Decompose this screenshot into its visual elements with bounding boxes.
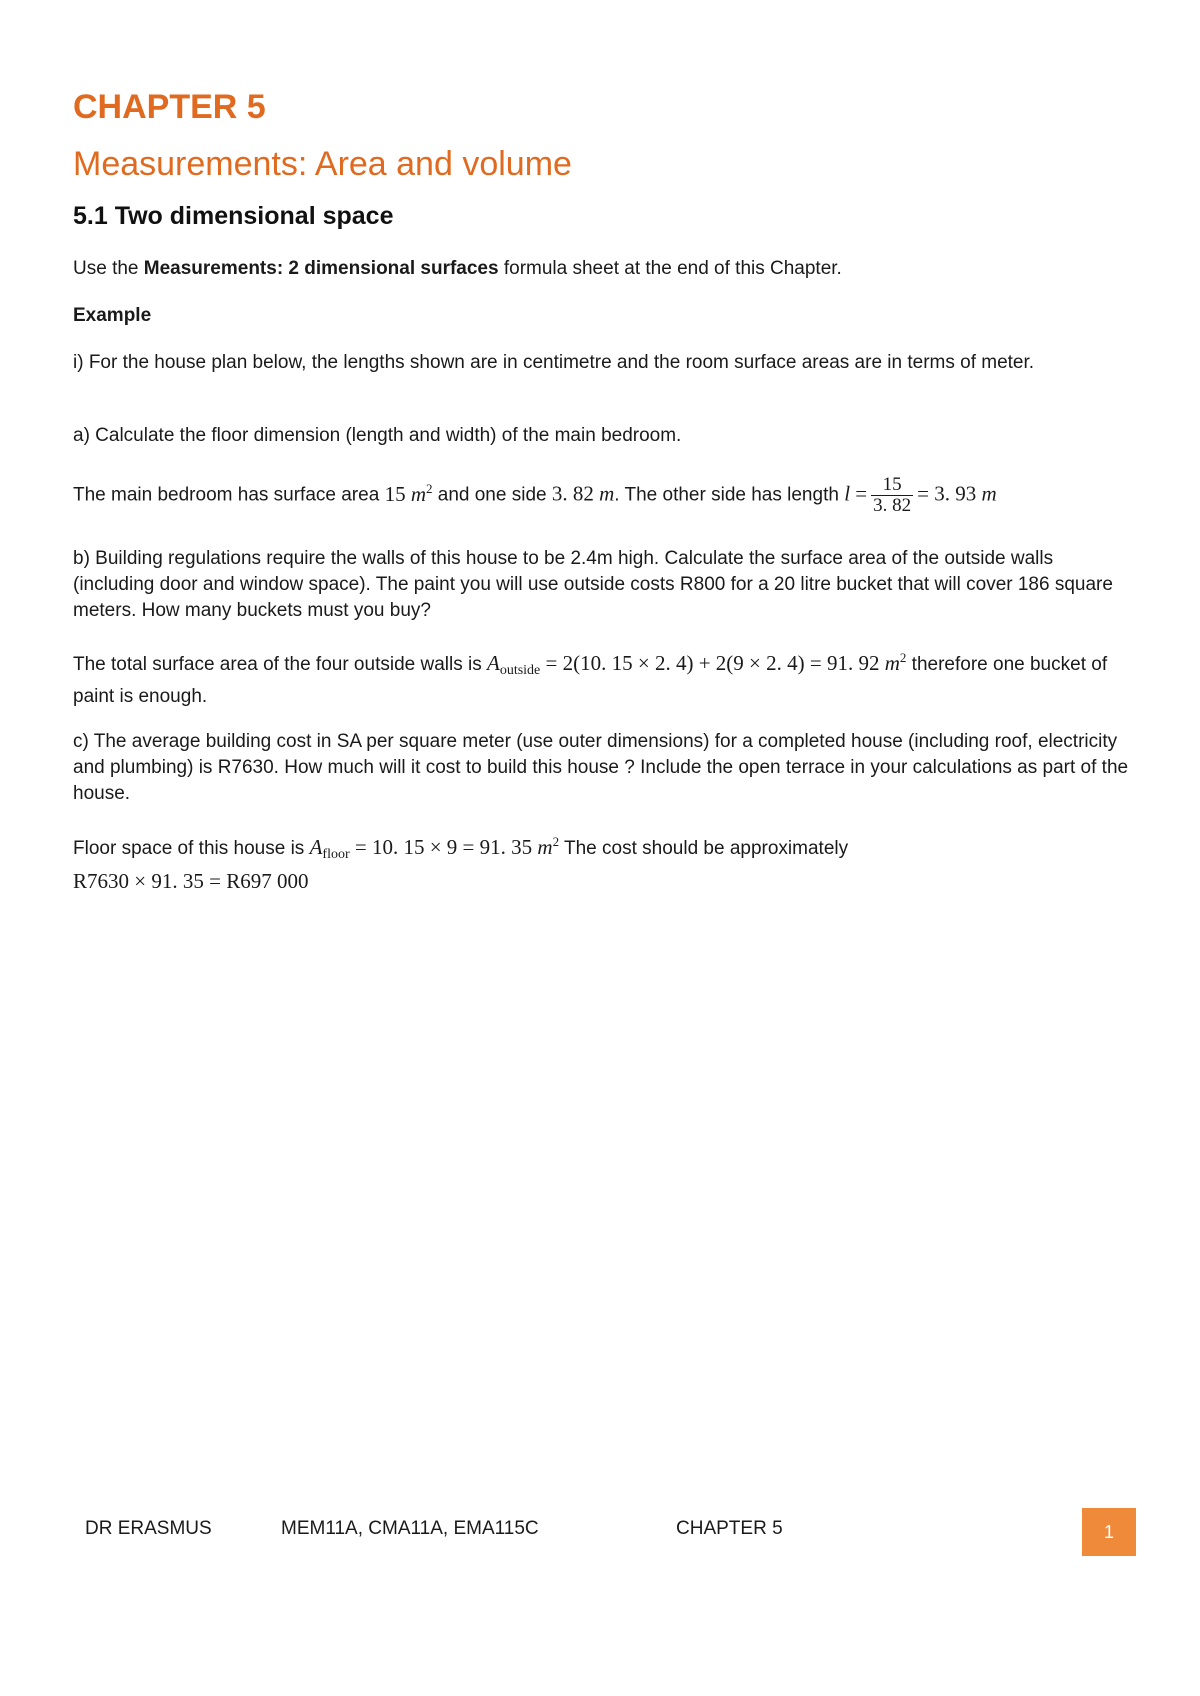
math-length: l =	[844, 481, 868, 506]
math-floor-area: $A_{floor} = 10$. 15 × 9 = 91. 35 $m^2$	[309, 834, 560, 862]
footer-courses: MEM11A, CMA11A, EMA115C	[281, 1518, 539, 1539]
answer-a: The main bedroom has surface area 15 $m^2$ and one side 3. 82 m. The other side has length l = $\frac{15}{3. 82}$ = 3. 93 m	[73, 474, 997, 516]
question-c: c) The average building cost in SA per square meter (use outer dimensions) for a completed house (including roof, electricity and plumbing) is R7630. How much will it cost to build this house ? Include the open terrace in your calculations as part of the house.	[73, 731, 1129, 804]
question-a: a) Calculate the floor dimension (length and width) of the main bedroom.	[73, 425, 682, 446]
math-cost: R7630 × 91. 35 = R697 000	[73, 869, 309, 893]
fraction: $\frac{15}{3. 82}$	[873, 474, 912, 516]
intro-paragraph: Use the Measurements: 2 dimensional surfaces formula sheet at the end of this Chapter.	[73, 258, 842, 279]
footer-author: DR ERASMUS	[85, 1518, 212, 1539]
formula-sheet-name: Measurements: 2 dimensional surfaces	[143, 258, 499, 279]
math-side: 3. 82 m	[551, 481, 615, 506]
example-heading: Example	[73, 305, 152, 326]
question-i: i) For the house plan below, the lengths shown are in centimetre and the room surface areas are in terms of meter.	[73, 352, 1035, 373]
section-title: 5.1 Two dimensional space	[73, 202, 394, 230]
math-area: 15 $m^2$	[384, 480, 433, 506]
chapter-title: CHAPTER 5	[73, 88, 266, 126]
page-footer	[85, 1518, 1135, 1558]
question-b: b) Building regulations require the walls of this house to be 2.4m high. Calculate the surface area of the outside walls (including door and window space). The paint you will use outside costs R800 for a 20 litre bucket that will cover 186 square meters. How many buckets must you buy?	[73, 548, 1113, 621]
chapter-subtitle: Measurements: Area and volume	[73, 145, 572, 183]
answer-b: The total surface area of the four outside walls is $A_{outside} = 2(10$. 15 × 2. 4) + 2(9 × 2. 4) = 91. 92 $m^2$ therefore one bucket of paint is enough.	[73, 650, 1108, 707]
math-outside-area: $A_{outside} = 2(10$. 15 × 2. 4) + 2(9 × 2. 4) = 91. 92 $m^2$	[487, 650, 907, 678]
answer-c: Floor space of this house is $A_{floor} = 10$. 15 × 9 = 91. 35 $m^2$ The cost should be approximately R7630 × 91. 35 = R697 000	[73, 834, 849, 893]
page-number-badge: 1	[1082, 1508, 1136, 1556]
footer-chapter: CHAPTER 5	[676, 1518, 783, 1539]
